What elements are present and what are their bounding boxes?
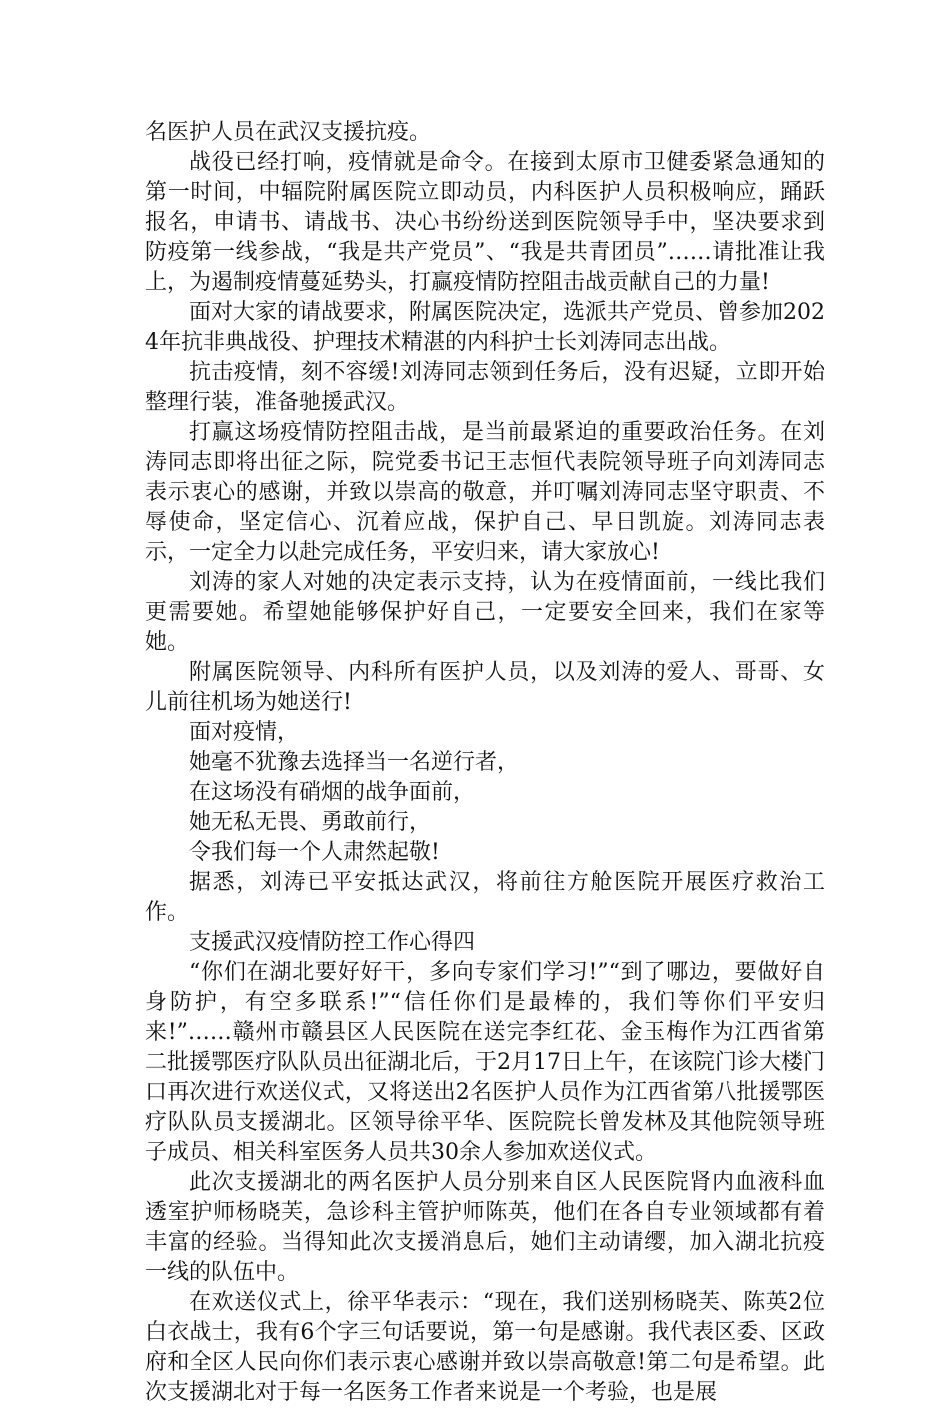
paragraph: 战役已经打响，疫情就是命令。在接到太原市卫健委紧急通知的第一时间，中辐院附属医院立即动员，内科医护人员积极响应，踊跃报名，申请书、请战书、决心书纷纷送到医院领导手中，坚决要求到防疫第一线参战，“我是共产党员”、“我是共青团员”……请批准让我上，为遏制疫情蔓延势头，打赢疫情防控阻击战贡献自己的力量! bbox=[145, 150, 825, 295]
poem-line: 令我们每一个人肃然起敬! bbox=[189, 840, 440, 865]
poem-line: 在这场没有硝烟的战争面前， bbox=[189, 780, 476, 805]
document-page bbox=[145, 118, 825, 1408]
paragraph: 附属医院领导、内科所有医护人员，以及刘涛的爱人、哥哥、女儿前往机场为她送行! bbox=[145, 660, 825, 715]
paragraph: 打赢这场疫情防控阻击战，是当前最紧迫的重要政治任务。在刘涛同志即将出征之际，院党委书记王志恒代表院领导班子向刘涛同志表示衷心的感谢，并致以崇高的敬意，并叮嘱刘涛同志坚守职责、不辱使命，坚定信心、沉着应战，保护自己、早日凯旋。刘涛同志表示，一定全力以赴完成任务，平安归来，请大家放心! bbox=[145, 420, 825, 565]
poem-line: 面对疫情， bbox=[189, 720, 300, 745]
paragraph: “你们在湖北要好好干，多向专家们学习!”“到了哪边，要做好自身防护，有空多联系!”“信任你们是最棒的，我们等你们平安归来!”……赣州市赣县区人民医院在送完李红花、金玉梅作为江西省第二批援鄂医疗队队员出征湖北后，于2月17日上午，在该院门诊大楼门口再次进行欢送仪式，又将送出2名医护人员作为江西省第八批援鄂医疗队队员支援湖北。区领导徐平华、医院院长曾发林及其他院领导班子成员、相关科室医务人员共30余人参加欢送仪式。 bbox=[145, 960, 825, 1165]
paragraph: 抗击疫情，刻不容缓!刘涛同志领到任务后，没有迟疑，立即开始整理行装，准备驰援武汉。 bbox=[145, 360, 825, 415]
poem-line: 她无私无畏、勇敢前行， bbox=[189, 810, 432, 835]
paragraph: 在欢送仪式上，徐平华表示：“现在，我们送别杨晓芙、陈英2位白衣战士，我有6个字三句话要说，第一句是感谢。我代表区委、区政府和全区人民向你们表示衷心感谢并致以崇高敬意!第二句是希望。此次支援湖北对于每一名医务工作者来说是一个考验，也是展 bbox=[145, 1290, 825, 1405]
poem-line: 她毫不犹豫去选择当一名逆行者， bbox=[189, 750, 520, 775]
paragraph: 此次支援湖北的两名医护人员分别来自区人民医院肾内血液科血透室护师杨晓芙，急诊科主管护师陈英，他们在各自专业领域都有着丰富的经验。当得知此次支援消息后，她们主动请缨，加入湖北抗疫一线的队伍中。 bbox=[145, 1170, 825, 1285]
section-heading: 支援武汉疫情防控工作心得四 bbox=[189, 930, 476, 955]
paragraph: 面对大家的请战要求，附属医院决定，选派共产党员、曾参加2024年抗非典战役、护理技术精湛的内科护士长刘涛同志出战。 bbox=[145, 300, 825, 355]
paragraph: 刘涛的家人对她的决定表示支持，认为在疫情面前，一线比我们更需要她。希望她能够保护好自己，一定要安全回来，我们在家等她。 bbox=[145, 570, 825, 655]
paragraph-continued: 名医护人员在武汉支援抗疫。 bbox=[145, 120, 432, 145]
paragraph: 据悉，刘涛已平安抵达武汉，将前往方舱医院开展医疗救治工作。 bbox=[145, 870, 825, 925]
